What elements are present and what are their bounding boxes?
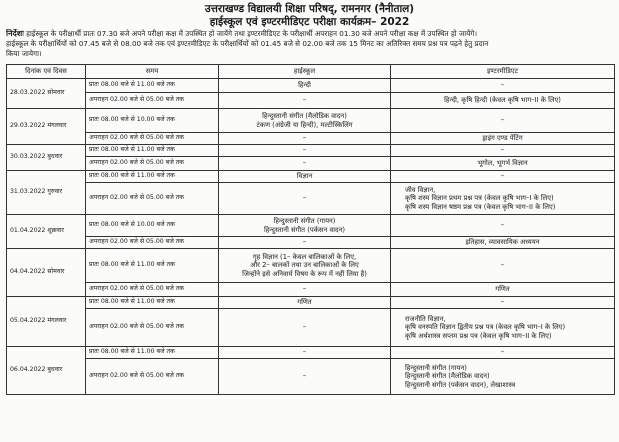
highschool-subject-cell — [219, 79, 391, 93]
instruction-label: निर्देशः — [6, 29, 24, 38]
subject-line: इतिहास, व्यावसायिक अध्ययन — [465, 238, 540, 247]
highschool-subject-cell — [219, 157, 391, 171]
subject-line: हिन्दुस्तानी संगीत (पर्कसन वादन) — [263, 225, 346, 234]
exam-date-cell: 28.03.2022 सोमवार — [7, 79, 86, 109]
table-row — [7, 297, 615, 309]
time-slot-cell: अपराहन 02.00 बजे से 05.00 बजे तक — [86, 93, 219, 109]
intermediate-subject-cell — [391, 157, 615, 171]
intermediate-subject-cell — [391, 215, 615, 237]
subject-line: जिन्होंने इसे अनिवार्य विषय के रूप में नहीं लिया है) — [242, 269, 367, 278]
subject-line: गृह विज्ञान (1– केवल बालिकाओं के लिए, — [252, 252, 357, 261]
schedule-body — [7, 79, 615, 395]
time-slot-cell: प्रातः 08.00 बजे से 11.00 बजे तक — [86, 347, 219, 359]
table-row — [7, 157, 615, 171]
header-highschool: हाईस्कूल — [219, 65, 391, 79]
highschool-subject-cell — [219, 359, 391, 395]
intermediate-subject-cell — [391, 145, 615, 157]
table-row — [7, 347, 615, 359]
table-row — [7, 359, 615, 395]
intermediate-subject-cell — [391, 309, 615, 347]
subject-line: – — [302, 194, 307, 203]
intermediate-subject-cell — [391, 237, 615, 249]
board-title: उत्तराखण्ड विद्यालयी शिक्षा परिषद्, रामनगर (नैनीताल) — [204, 3, 415, 15]
subject-line: – — [500, 172, 505, 181]
header-time: समय — [86, 65, 219, 79]
highschool-subject-cell — [219, 133, 391, 145]
exam-schedule-title: हाईस्कूल एवं इण्टरमीडिएट परीक्षा कार्यक्रम– 2022 — [209, 16, 410, 28]
highschool-subject-cell — [219, 237, 391, 249]
subject-line: – — [302, 323, 307, 332]
table-row — [7, 283, 615, 297]
intermediate-subject-cell — [391, 93, 615, 109]
instruction-line-2: हाईस्कूल के परीक्षार्थियों को 07.45 बजे से 08.00 बजे तक एवं इण्टरमीडिएट के परीक्षार्थियों को 01.45 बजे से 02.00 बजे तक 15 मिनट का अतिरिक्त समय प्रश्न पत्र पढ़ने हेतु प्रदान — [6, 39, 489, 48]
subject-line: हिन्दुस्तानी संगीत (गायन) — [273, 216, 336, 225]
instruction-line-1 — [6, 29, 614, 39]
time-slot-cell: प्रातः 08.00 बजे से 11.00 बजे तक — [86, 171, 219, 183]
subject-line: हिन्दुस्तानी संगीत (पर्कसन वादन), लेखाशास्त्र — [405, 380, 516, 389]
highschool-subject-cell — [219, 183, 391, 215]
subject-line: और 2– बालकों तथा उन बालिकाओं के लिए — [250, 261, 359, 270]
subject-line: राजनीति विज्ञान, — [405, 314, 446, 323]
time-slot-cell: अपराहन 02.00 बजे से 05.00 बजे तक — [86, 309, 219, 347]
highschool-subject-cell — [219, 215, 391, 237]
highschool-subject-cell — [219, 309, 391, 347]
intermediate-subject-cell — [391, 283, 615, 297]
intermediate-subject-cell — [391, 79, 615, 93]
header-intermediate: इण्टरमीडिएट — [391, 65, 615, 79]
subject-line: कृषि अर्थशास्त्र सप्तम प्रश्न पत्र (केवल कृषि भाग–II के लिए) — [405, 331, 552, 340]
highschool-subject-cell — [219, 109, 391, 133]
table-row — [7, 145, 615, 157]
subject-line: विज्ञान — [296, 172, 313, 181]
subject-line: – — [302, 159, 307, 168]
exam-date-cell: 31.03.2022 गुरुवार — [7, 171, 86, 215]
time-slot-cell: अपराहन 02.00 बजे से 05.00 बजे तक — [86, 183, 219, 215]
instruction-text-1: हाईस्कूल के परीक्षार्थी प्रातः 07.30 बजे अपने परीक्षा कक्ष में उपस्थित हो जायेंगे तथा इण्टरमीडिएट के परीक्षार्थी अपराहन 01.30 बजे अपने परीक्षा कक्ष में उपस्थित हो जायेंगे। — [26, 29, 478, 38]
subject-line: – — [302, 134, 307, 143]
subject-line: जीव विज्ञान, — [405, 185, 436, 194]
instruction-line-3: किया जायेगा। — [6, 49, 42, 58]
table-row — [7, 109, 615, 133]
subject-line: कृषि शस्य विज्ञान षष्ठम प्रश्न पत्र (केवल कृषि भाग–II के लिए) — [405, 202, 556, 211]
exam-date-cell: 04.04.2022 सोमवार — [7, 249, 86, 297]
table-row — [7, 93, 615, 109]
schedule-table — [6, 64, 615, 395]
highschool-subject-cell — [219, 145, 391, 157]
intermediate-subject-cell — [391, 359, 615, 395]
subject-line: – — [500, 116, 505, 125]
table-row — [7, 183, 615, 215]
highschool-subject-cell — [219, 93, 391, 109]
subject-line: – — [500, 81, 505, 90]
time-slot-cell: प्रातः 08.00 बजे से 10.00 बजे तक — [86, 109, 219, 133]
exam-date-cell: 01.04.2022 शुक्रवार — [7, 215, 86, 249]
table-header-row — [7, 65, 615, 79]
subject-line: भूगोल, भूगर्भ विज्ञान — [477, 159, 528, 168]
intermediate-subject-cell — [391, 171, 615, 183]
subject-line: हिन्दी — [298, 81, 311, 90]
highschool-subject-cell — [219, 283, 391, 297]
table-row — [7, 171, 615, 183]
subject-line: – — [302, 285, 307, 294]
subject-line: – — [302, 238, 307, 247]
subject-line: – — [500, 221, 505, 230]
highschool-subject-cell — [219, 347, 391, 359]
subject-line: गणित — [297, 298, 312, 307]
subject-line: – — [302, 146, 307, 155]
time-slot-cell: प्रातः 08.00 बजे से 11.00 बजे तक — [86, 249, 219, 283]
intermediate-subject-cell — [391, 347, 615, 359]
subject-line: ड्राइंग एण्ड पेंटिंग — [482, 134, 523, 143]
table-row — [7, 237, 615, 249]
subject-line: गणित — [495, 285, 510, 294]
subject-line: – — [500, 348, 505, 357]
subject-line: – — [302, 372, 307, 381]
table-row — [7, 133, 615, 145]
time-slot-cell: अपराहन 02.00 बजे से 05.00 बजे तक — [86, 283, 219, 297]
subject-line: कृषि वनस्पति विज्ञान द्वितीय प्रश्न पत्र (केवल कृषि भाग–I के लिए) — [405, 323, 566, 332]
exam-date-cell: 06.04.2022 बुधवार — [7, 347, 86, 395]
table-row — [7, 215, 615, 237]
table-row — [7, 249, 615, 283]
subject-line: हिन्दी, कृषि हिन्दी (केवल कृषि भाग–II के लिए) — [444, 96, 561, 105]
subject-line: हिन्दुस्तानी संगीत (मैलोडिक वादन) — [262, 111, 347, 120]
subject-line: – — [500, 146, 505, 155]
subject-line: टंकण (अंग्रेजी या हिन्दी), मल्टीस्किलिंग — [256, 120, 353, 129]
subject-line: हिन्दुस्तानी संगीत (मैलोडिक वादन) — [405, 372, 490, 381]
subject-line: – — [500, 298, 505, 307]
header-date: दिनांक एवं दिवस — [7, 65, 86, 79]
highschool-subject-cell — [219, 249, 391, 283]
subject-line: – — [302, 348, 307, 357]
subject-line: – — [302, 96, 307, 105]
time-slot-cell: अपराहन 02.00 बजे से 05.00 बजे तक — [86, 157, 219, 171]
subject-line: कृषि शस्य विज्ञान प्रथम प्रश्न पत्र (केवल कृषि भाग–I के लिए) — [405, 194, 554, 203]
table-row — [7, 309, 615, 347]
exam-date-cell: 30.03.2022 बुधवार — [7, 145, 86, 171]
subject-line: हिन्दुस्तानी संगीत (गायन) — [405, 363, 467, 372]
intermediate-subject-cell — [391, 249, 615, 283]
intermediate-subject-cell — [391, 183, 615, 215]
table-row — [7, 79, 615, 93]
intermediate-subject-cell — [391, 297, 615, 309]
intermediate-subject-cell — [391, 109, 615, 133]
time-slot-cell: प्रातः 08.00 बजे से 11.00 बजे तक — [86, 79, 219, 93]
highschool-subject-cell — [219, 297, 391, 309]
time-slot-cell: प्रातः 08.00 बजे से 11.00 बजे तक — [86, 145, 219, 157]
exam-date-cell: 29.03.2022 मंगलवार — [7, 109, 86, 145]
time-slot-cell: अपराहन 02.00 बजे से 05.00 बजे तक — [86, 237, 219, 249]
highschool-subject-cell — [219, 171, 391, 183]
time-slot-cell: प्रातः 08.00 बजे से 11.00 बजे तक — [86, 297, 219, 309]
time-slot-cell: अपराहन 02.00 बजे से 05.00 बजे तक — [86, 133, 219, 145]
subject-line: – — [500, 261, 505, 270]
time-slot-cell: प्रातः 08.00 बजे से 10.00 बजे तक — [86, 215, 219, 237]
exam-date-cell: 05.04.2022 मंगलवार — [7, 297, 86, 347]
intermediate-subject-cell — [391, 133, 615, 145]
time-slot-cell: अपराहन 02.00 बजे से 05.00 बजे तक — [86, 359, 219, 395]
